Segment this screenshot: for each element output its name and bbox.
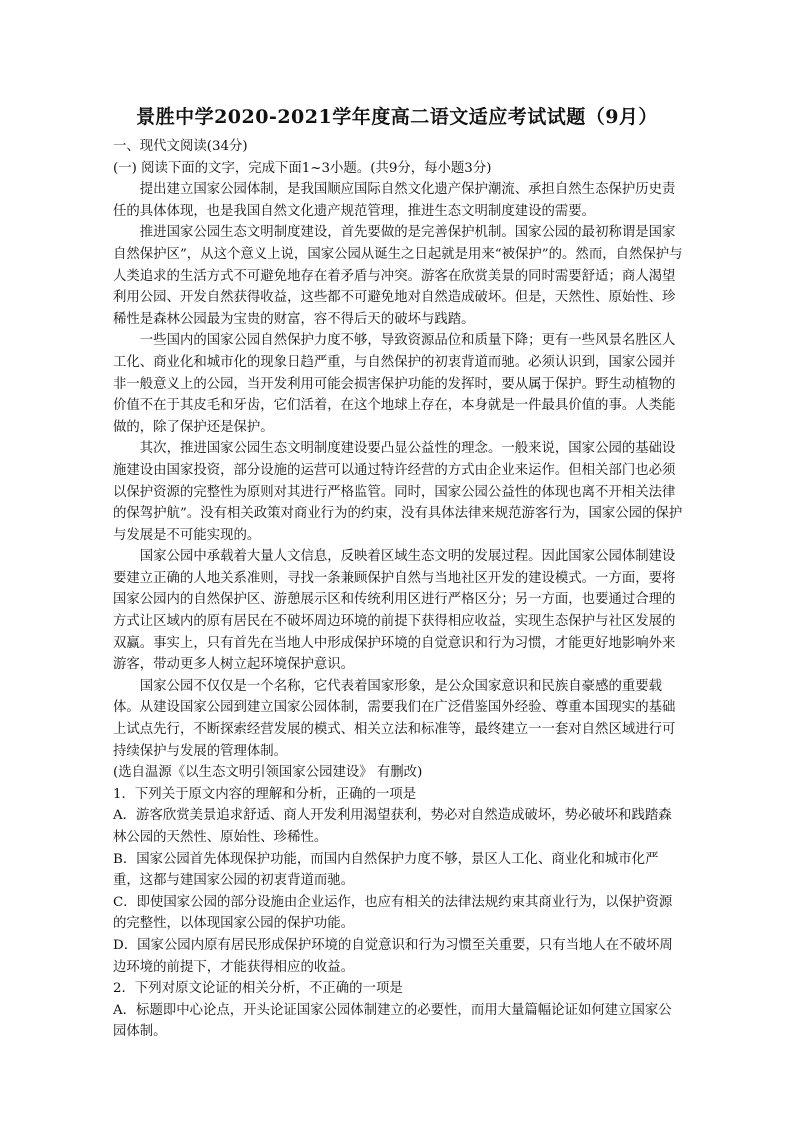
paragraph: 其次，推进国家公园生态文明制度建设要凸显公益性的理念。一般来说，国家公园的基础设施建设由国家投资，部分设施的运营可以通过特许经营的方式由企业来运作。但相关部门也必须以保护资源的完整性为原则对其进行严格监管。同时，国家公园公益性的体现也离不开相关法律的保驾护航”。没有相关政策对商业行为的约束，没有具体法律来规范游客行为，国家公园的保护与发展是不可能实现的。 — [113, 441, 683, 543]
question-option: D．国家公园内原有居民形成保护环境的自觉意识和行为习惯至关重要，只有当地人在不破坏周边环境的前提下，才能获得相应的收益。 — [113, 937, 673, 975]
question-stem: 2．下列对原文论证的相关分析，不正确的一项是 — [113, 981, 403, 997]
question-option: A．标题即中心论点，开头论证国家公园体制建立的必要性，而用大量篇幅论证如何建立国家公园体制。 — [113, 1002, 672, 1040]
paragraph: 推进国家公园生态文明制度建设，首先要做的是完善保护机制。国家公园的最初称谓是国家自然保护区”，从这个意义上说，国家公园从诞生之日起就是用来“被保护”的。然而，自然保护与人类追求的生活方式不可避免地存在着矛盾与冲突。游客在欣赏美景的同时需要舒适；商人渴望利用公园、开发自然获得收益，这些都不可避免地对自然造成破坏。但是，天然性、原始性、珍稀性是森林公园最为宝贵的财富，容不得后天的破坏与践踏。 — [113, 225, 683, 327]
question-option: A．游客欣赏美景追求舒适、商人开发利用渴望获利，势必对自然造成破坏，势必破坏和践踏森林公园的天然性、原始性、珍稀性。 — [113, 808, 672, 845]
question-stem: 1．下列关于原文内容的理解和分析，正确的一项是 — [113, 786, 417, 802]
paragraph: 一些国内的国家公园自然保护力度不够，导致资源品位和质量下降；更有一些风景名胜区人工化、商业化和城市化的现象日趋严重，与自然保护的初衷背道而驰。必须认识到，国家公园并非一般意义上的公园，当开发利用可能会损害保护功能的发挥时，要从属于保护。野生动植物的价值不在于其皮毛和牙齿，它们活着，在这个地球上存在，本身就是一件最具价值的事。人类能做的，除了保护还是保护。 — [113, 333, 676, 435]
page-title: 景胜中学2020-2021学年度高二语文适应考试试题（9月） — [136, 106, 658, 128]
paragraph: 提出建立国家公园体制，是我国顺应国际自然文化遗产保护潮流、承担自然生态保护历史责任的具体体现，也是我国自然文化遗产规范管理，推进生态文明制度建设的需要。 — [113, 182, 676, 219]
paragraph: 国家公园不仅仅是一个名称，它代表着国家形象，是公众国家意识和民族自豪感的重要载体。从建设国家公园到建立国家公园体制，需要我们在广泛借鉴国外经验、尊重本国现实的基础上试点先行，不断探索经营发展的模式、相关立法和标准等，最终建立一一套对自然区域进行可持续保护与发展的管理体制。 — [113, 678, 676, 759]
paragraph: 国家公园中承载着大量人文信息，反映着区域生态文明的发展过程。因此国家公园体制建设要建立正确的人地关系准则，寻找一条兼顾保护自然与当地社区开发的建设模式。一方面，要将国家公园内的自然保护区、游憩展示区和传统利用区进行严格区分；另一方面，也要通过合理的方式让区域内的原有居民在不破坏周边环境的前提下获得相应收益，实现生态保护与社区发展的双赢。事实上，只有首先在当地人中形成保护环境的自觉意识和行为习惯，才能更好地影响外来游客，带动更多人树立起环境保护意识。 — [113, 549, 676, 673]
question-option: C．即使国家公园的部分设施由企业运作，也应有相关的法律法规约束其商业行为，以保护资源的完整性，以体现国家公园的保护功能。 — [113, 894, 673, 932]
source-citation: (选自温源《以生态文明引领国家公园建设》 有删改) — [113, 765, 423, 781]
exam-body — [113, 136, 683, 1043]
question-option: B．国家公园首先体现保护功能，而国内自然保护力度不够，景区人工化、商业化和城市化严重，这都与建国家公园的初衷背道而驰。 — [113, 851, 659, 889]
sub-heading: (一) 阅读下面的文字，完成下面1~3小题。(共9分，每小题3分) — [113, 160, 492, 176]
section-heading: 一、现代文阅读(34分) — [113, 139, 248, 154]
